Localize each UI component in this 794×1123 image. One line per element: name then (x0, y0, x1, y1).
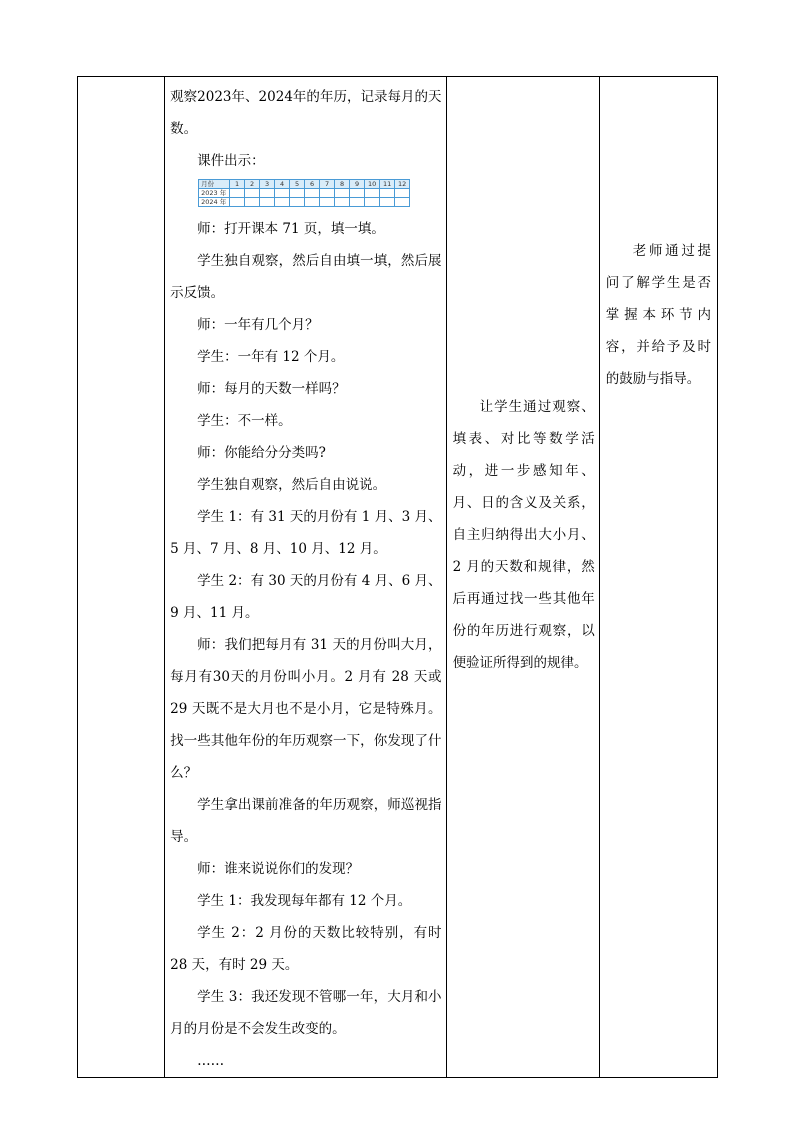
process-paragraph: 学生：不一样。 (197, 413, 292, 429)
lesson-plan-table (77, 76, 718, 1078)
header-cell: 10 (365, 180, 380, 189)
header-cell: 8 (335, 180, 350, 189)
process-paragraph: 观察2023年、2024年的年历，记录每月的天数。 (170, 89, 442, 137)
process-paragraph: 学生独自观察，然后自由说说。 (197, 477, 387, 493)
process-paragraph: 课件出示： (197, 153, 265, 169)
header-cell: 3 (260, 180, 275, 189)
header-cell: 9 (350, 180, 365, 189)
evaluation-cell (599, 77, 717, 1078)
courseware-row-2024 (199, 198, 410, 207)
header-cell: 12 (395, 180, 410, 189)
process-paragraph: 学生：一年有 12 个月。 (197, 349, 345, 365)
process-paragraph: 师：一年有几个月？ (197, 317, 319, 333)
process-paragraph: 师：我们把每月有 31 天的月份叫大月，每月有30天的月份叫小月。2 月有 28 天或 29 天既不是大月也不是小月，它是特殊月。找一些其他年份的年历观察一下，你发现了什么？ (170, 637, 442, 781)
courseware-row-2023 (199, 189, 410, 198)
process-paragraph: 学生 1：我发现每年都有 12 个月。 (197, 893, 412, 909)
header-cell: 5 (290, 180, 305, 189)
row-label: 2023 年 (199, 189, 230, 198)
header-cell: 6 (305, 180, 320, 189)
evaluation-text: 老师通过提问了解学生是否掌握本环节内容，并给予及时的鼓励与指导。 (605, 243, 711, 387)
row-label: 2024 年 (199, 198, 230, 207)
process-paragraph: …… (197, 1053, 225, 1069)
process-paragraph: 学生 2：有 30 天的月份有 4 月、6 月、9 月、11 月。 (170, 573, 442, 621)
process-paragraph: 师：每月的天数一样吗？ (197, 381, 346, 397)
header-cell: 月份 (199, 180, 230, 189)
stage-cell (78, 77, 165, 1078)
process-paragraph: 师：你能给分分类吗? (197, 445, 326, 461)
process-paragraph: 师：谁来说说你们的发现？ (197, 861, 360, 877)
courseware-header-row (199, 180, 410, 189)
header-cell: 1 (230, 180, 245, 189)
process-paragraph: 学生拿出课前准备的年历观察，师巡视指导。 (170, 797, 442, 845)
process-paragraph: 学生 3：我还发现不管哪一年，大月和小月的月份是不会发生改变的。 (170, 989, 442, 1037)
header-cell: 11 (380, 180, 395, 189)
process-paragraph: 学生 2：2 月份的天数比较特别，有时 28 天，有时 29 天。 (170, 925, 442, 973)
header-cell: 2 (245, 180, 260, 189)
design-intent-text: 让学生通过观察、填表、对比等数学活动，进一步感知年、月、日的含义及关系，自主归纳得出大小月、2 月的天数和规律，然后再通过找一些其他年份的年历进行观察，以便验证所得到的规律。 (452, 399, 595, 671)
courseware-month-table (198, 179, 410, 207)
teaching-process-cell (165, 77, 446, 1078)
header-cell: 7 (320, 180, 335, 189)
process-paragraph: 学生独自观察，然后自由填一填，然后展示反馈。 (170, 253, 442, 301)
process-paragraph: 学生 1：有 31 天的月份有 1 月、3 月、5 月、7 月、8 月、10 月、12 月。 (170, 509, 442, 557)
header-cell: 4 (275, 180, 290, 189)
design-intent-cell (446, 77, 599, 1078)
process-paragraph: 师：打开课本 71 页，填一填。 (197, 221, 385, 237)
